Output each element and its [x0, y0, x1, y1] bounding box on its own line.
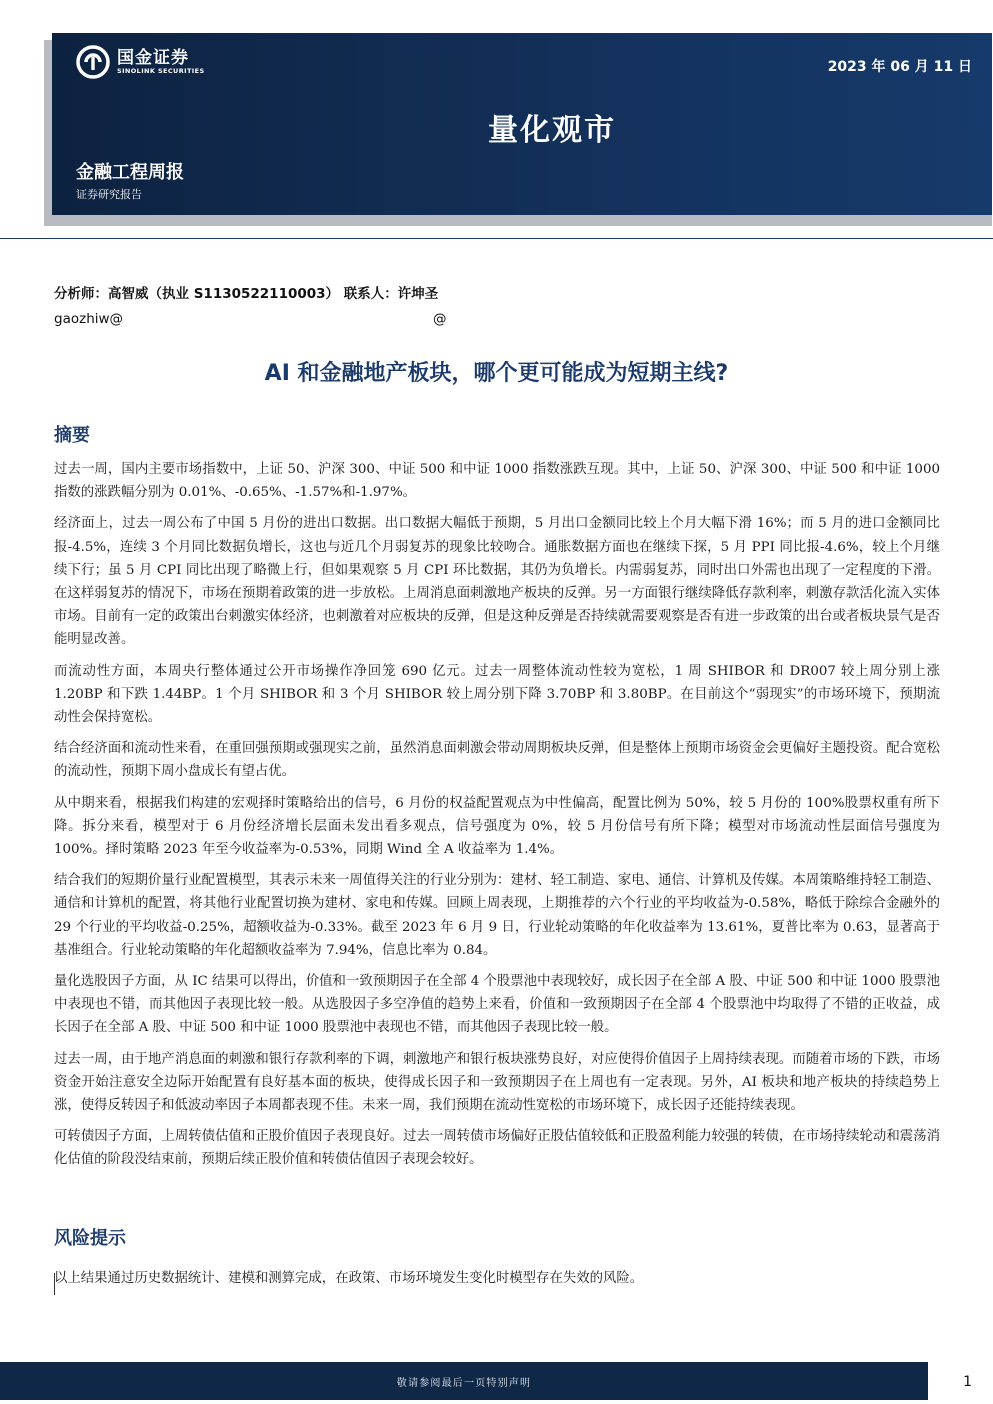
- report-series: 金融工程周报: [76, 162, 184, 183]
- abstract-paragraph-timing: 从中期来看，根据我们构建的宏观择时策略给出的信号，6 月份的权益配置观点为中性偏高，配置比例为 50%，较 5 月份的 100%股票权重有所下降。拆分来看，模型对于 6 月份经济增长层面未发出看多观点，信号强度为 0%，较 5 月份信号有所下降；模型对市场流动性层面信号强度为 100%。择时策略 2023 年至今收益率为-0.53%，同期 Wind 全 A 收益率为 1.4%。: [54, 795, 940, 858]
- logo-brand-cn: 国金证券: [117, 47, 189, 68]
- page-footer: [0, 1362, 928, 1400]
- analyst-email-2: @: [433, 311, 447, 327]
- abstract-paragraph-industry: 结合我们的短期价量行业配置模型，其表示未来一周值得关注的行业分别为：建材、轻工制造、家电、通信、计算机及传媒。本周策略维持轻工制造、通信和计算机的配置，将其他行业配置切换为建材、家电和传媒。回顾上周表现，上期推荐的六个行业的平均收益为-0.58%，略低于除综合金融外的 29 个行业的平均收益-0.25%，超额收益为-0.33%。截至 2023 年 6 月 9 日，行业轮动策略的年化收益率为 13.61%，夏普比率为 0.63，显著高于基准组合。行业轮动策略的年化超额收益率为 7.94%，信息比率为 0.84。: [54, 873, 940, 958]
- report-title: 量化观市: [488, 113, 616, 148]
- logo-brand-en: SINOLINK SECURITIES: [117, 66, 205, 75]
- report-date: 2023 年 06 月 11 日: [827, 59, 972, 75]
- abstract-paragraph-factors: 量化选股因子方面，从 IC 结果可以得出，价值和一致预期因子在全部 4 个股票池中表现较好，成长因子在全部 A 股、中证 500 和中证 1000 股票池中表现也不错，而其他因子表现比较一般。从选股因子多空净值的趋势上来看，价值和一致预期因子在全部 4 个股票池中均取得了不错的正收益，成长因子在全部 A 股、中证 500 和中证 1000 股票池中表现也不错，而其他因子表现比较一般。: [54, 974, 940, 1036]
- abstract-body: [54, 458, 940, 1180]
- abstract-heading: 摘要: [54, 425, 90, 446]
- page-number: 1: [963, 1374, 972, 1390]
- abstract-paragraph-liquidity: 而流动性方面，本周央行整体通过公开市场操作净回笼 690 亿元。过去一周整体流动性较为宽松，1 周 SHIBOR 和 DR007 较上周分别上涨 1.20BP 和下跌 1.44BP。1 个月 SHIBOR 和 3 个月 SHIBOR 较上周分别下降 3.70BP 和 3.80BP。在目前这个“弱现实”的市场环境下，预期流动性会保持宽松。: [54, 663, 940, 726]
- header-divider: [0, 238, 993, 239]
- analyst-line: 分析师：高智威（执业 S1130522110003） 联系人：许坤圣: [54, 286, 439, 302]
- sinolink-logo: [76, 45, 205, 79]
- sinolink-logo-icon: [76, 45, 110, 79]
- abstract-paragraph-economy: 经济面上，过去一周公布了中国 5 月份的进出口数据。出口数据大幅低于预期，5 月出口金额同比较上个月大幅下滑 16%；而 5 月的进口金额同比报-4.5%，连续 3 个月同比数据负增长，这也与近几个月弱复苏的现象比较吻合。通胀数据方面也在继续下探，5 月 PPI 同比报-4.6%，较上个月继续下行；虽 5 月 CPI 同比出现了略微上行，但如果观察 5 月 CPI 环比数据，其仍为负增长。内需弱复苏，同时出口外需也出现了一定程度的下滑。在这样弱复苏的情况下，市场在预期着政策的进一步放松。上周消息面刺激地产板块的反弹。另一方面银行继续降低存款利率，刺激存款活化流入实体市场。目前有一定的政策出台刺激实体经济，也刺激着对应板块的反弹，但是这种反弹是否持续就需要观察是否有进一步政策的出台或者板块景气是否能明显改善。: [54, 516, 940, 648]
- risk-text: 以上结果通过历史数据统计、建模和测算完成，在政策、市场环境发生变化时模型存在失效的风险。: [54, 1271, 644, 1286]
- abstract-paragraph-convertible: 可转债因子方面，上周转债估值和正股价值因子表现良好。过去一周转债市场偏好正股估值较低和正股盈利能力较强的转债，在市场持续轮动和震荡消化估值的阶段没结束前，预期后续正股价值和转债估值因子表现会较好。: [54, 1129, 940, 1168]
- abstract-paragraph-market: 过去一周，国内主要市场指数中，上证 50、沪深 300、中证 500 和中证 1000 指数涨跌互现。其中，上证 50、沪深 300、中证 500 和中证 1000 指数的涨跌幅分别为 0.01%、-0.65%、-1.57%和-1.97%。: [54, 462, 940, 501]
- disclaimer-note: 敬请参阅最后一页特别声明: [396, 1378, 532, 1389]
- risk-heading: 风险提示: [54, 1228, 126, 1249]
- abstract-paragraph-outlook: 结合经济面和流动性来看，在重回强预期或强现实之前，虽然消息面刺激会带动周期板块反弹，但是整体上预期市场资金会更偏好主题投资。配合宽松的流动性，预期下周小盘成长有望占优。: [54, 741, 940, 780]
- report-type: 证券研究报告: [76, 188, 142, 201]
- report-headline: AI 和金融地产板块，哪个更可能成为短期主线?: [264, 361, 729, 386]
- abstract-paragraph-factor-review: 过去一周，由于地产消息面的刺激和银行存款利率的下调，刺激地产和银行板块涨势良好，对应使得价值因子上周持续表现。而随着市场的下跌，市场资金开始注意安全边际开始配置有良好基本面的板块，使得成长因子和一致预期因子在上周也有一定表现。另外，AI 板块和地产板块的持续趋势上涨，使得反转因子和低波动率因子本周都表现不佳。未来一周，我们预期在流动性宽松的市场环境下，成长因子还能持续表现。: [54, 1051, 940, 1114]
- report-header: [52, 33, 992, 215]
- analyst-email-1: gaozhiw@: [54, 311, 124, 327]
